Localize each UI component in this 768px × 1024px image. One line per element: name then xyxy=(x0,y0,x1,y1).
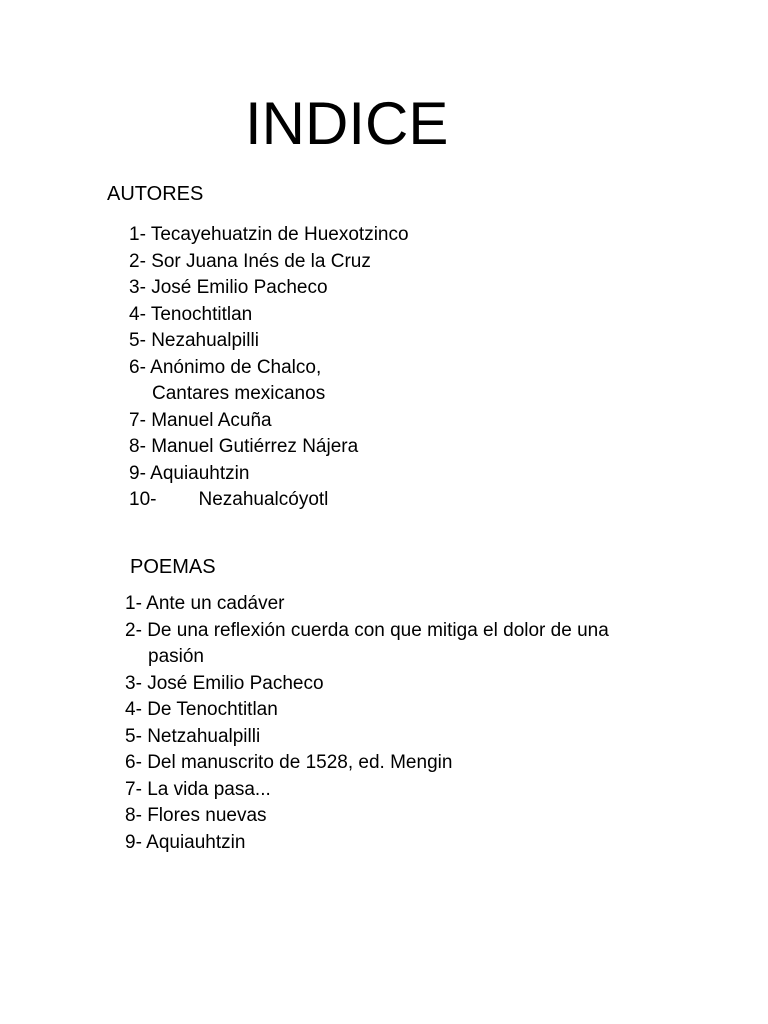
poema-number: 8- xyxy=(125,805,142,826)
poema-number: 3- xyxy=(125,672,142,694)
poema-number: 7- xyxy=(125,778,142,800)
poema-number: 9- xyxy=(125,831,142,853)
poema-item xyxy=(125,777,685,804)
autor-item xyxy=(129,487,409,514)
poema-number: 2- xyxy=(125,619,142,641)
autor-name: Manuel Acuña xyxy=(151,409,272,431)
autor-name: José Emilio Pacheco xyxy=(151,277,328,298)
poema-item xyxy=(125,618,685,671)
poema-title: Ante un cadáver xyxy=(146,593,285,614)
poema-title: De Tenochtitlan xyxy=(147,699,278,720)
poemas-list xyxy=(125,591,685,856)
autor-item xyxy=(129,328,409,355)
autor-name: Nezahualpilli xyxy=(151,330,259,351)
autor-item xyxy=(129,461,409,488)
autor-number: 8- xyxy=(129,436,146,457)
poema-title-continuation: pasión xyxy=(148,646,204,667)
poema-title: La vida pasa... xyxy=(147,778,271,800)
autor-number: 10- xyxy=(129,489,157,510)
autor-number: 9- xyxy=(129,462,146,484)
autor-name: Anónimo de Chalco, xyxy=(150,356,322,378)
poema-number: 4- xyxy=(125,699,142,720)
autor-number: 7- xyxy=(129,409,146,431)
poema-item xyxy=(125,724,685,751)
poema-number: 6- xyxy=(125,752,142,773)
autor-name: Aquiauhtzin xyxy=(150,462,250,484)
autor-item xyxy=(129,249,409,276)
poema-item xyxy=(125,591,685,618)
poemas-heading: POEMAS xyxy=(130,556,216,578)
poema-item xyxy=(125,803,685,830)
autor-name: Nezahualcóyotl xyxy=(198,489,329,510)
poema-title: Netzahualpilli xyxy=(147,725,261,747)
poema-title: Aquiauhtzin xyxy=(146,831,246,853)
autor-item xyxy=(129,275,409,302)
autores-heading: AUTORES xyxy=(107,183,204,205)
autores-list xyxy=(129,222,409,514)
autor-name-continuation: Cantares mexicanos xyxy=(152,383,326,404)
autor-name: Tecayehuatzin de Huexotzinco xyxy=(150,224,409,245)
autor-name: Sor Juana Inés de la Cruz xyxy=(151,250,371,272)
poema-title: Del manuscrito de 1528, ed. Mengin xyxy=(147,752,453,773)
autor-number: 1- xyxy=(129,224,146,245)
autor-number: 4- xyxy=(129,303,146,325)
poema-number: 5- xyxy=(125,725,142,747)
autor-name: Manuel Gutiérrez Nájera xyxy=(151,436,359,457)
autor-number: 2- xyxy=(129,250,146,272)
autor-item xyxy=(129,355,409,408)
poema-item xyxy=(125,697,685,724)
poema-item xyxy=(125,750,685,777)
autor-number: 5- xyxy=(129,330,146,351)
poema-title: De una reflexión cuerda con que mitiga el dolor de una xyxy=(147,619,609,641)
autor-number: 3- xyxy=(129,277,146,298)
poema-item xyxy=(125,671,685,698)
autor-name: Tenochtitlan xyxy=(150,303,253,325)
poema-title: José Emilio Pacheco xyxy=(147,672,324,694)
autor-number: 6- xyxy=(129,356,146,378)
autor-item xyxy=(129,434,409,461)
page-title: INDICE xyxy=(245,90,449,157)
autor-item xyxy=(129,222,409,249)
autor-item xyxy=(129,408,409,435)
poema-number: 1- xyxy=(125,593,142,614)
poema-title: Flores nuevas xyxy=(147,805,267,826)
poema-item xyxy=(125,830,685,857)
autor-item xyxy=(129,302,409,329)
